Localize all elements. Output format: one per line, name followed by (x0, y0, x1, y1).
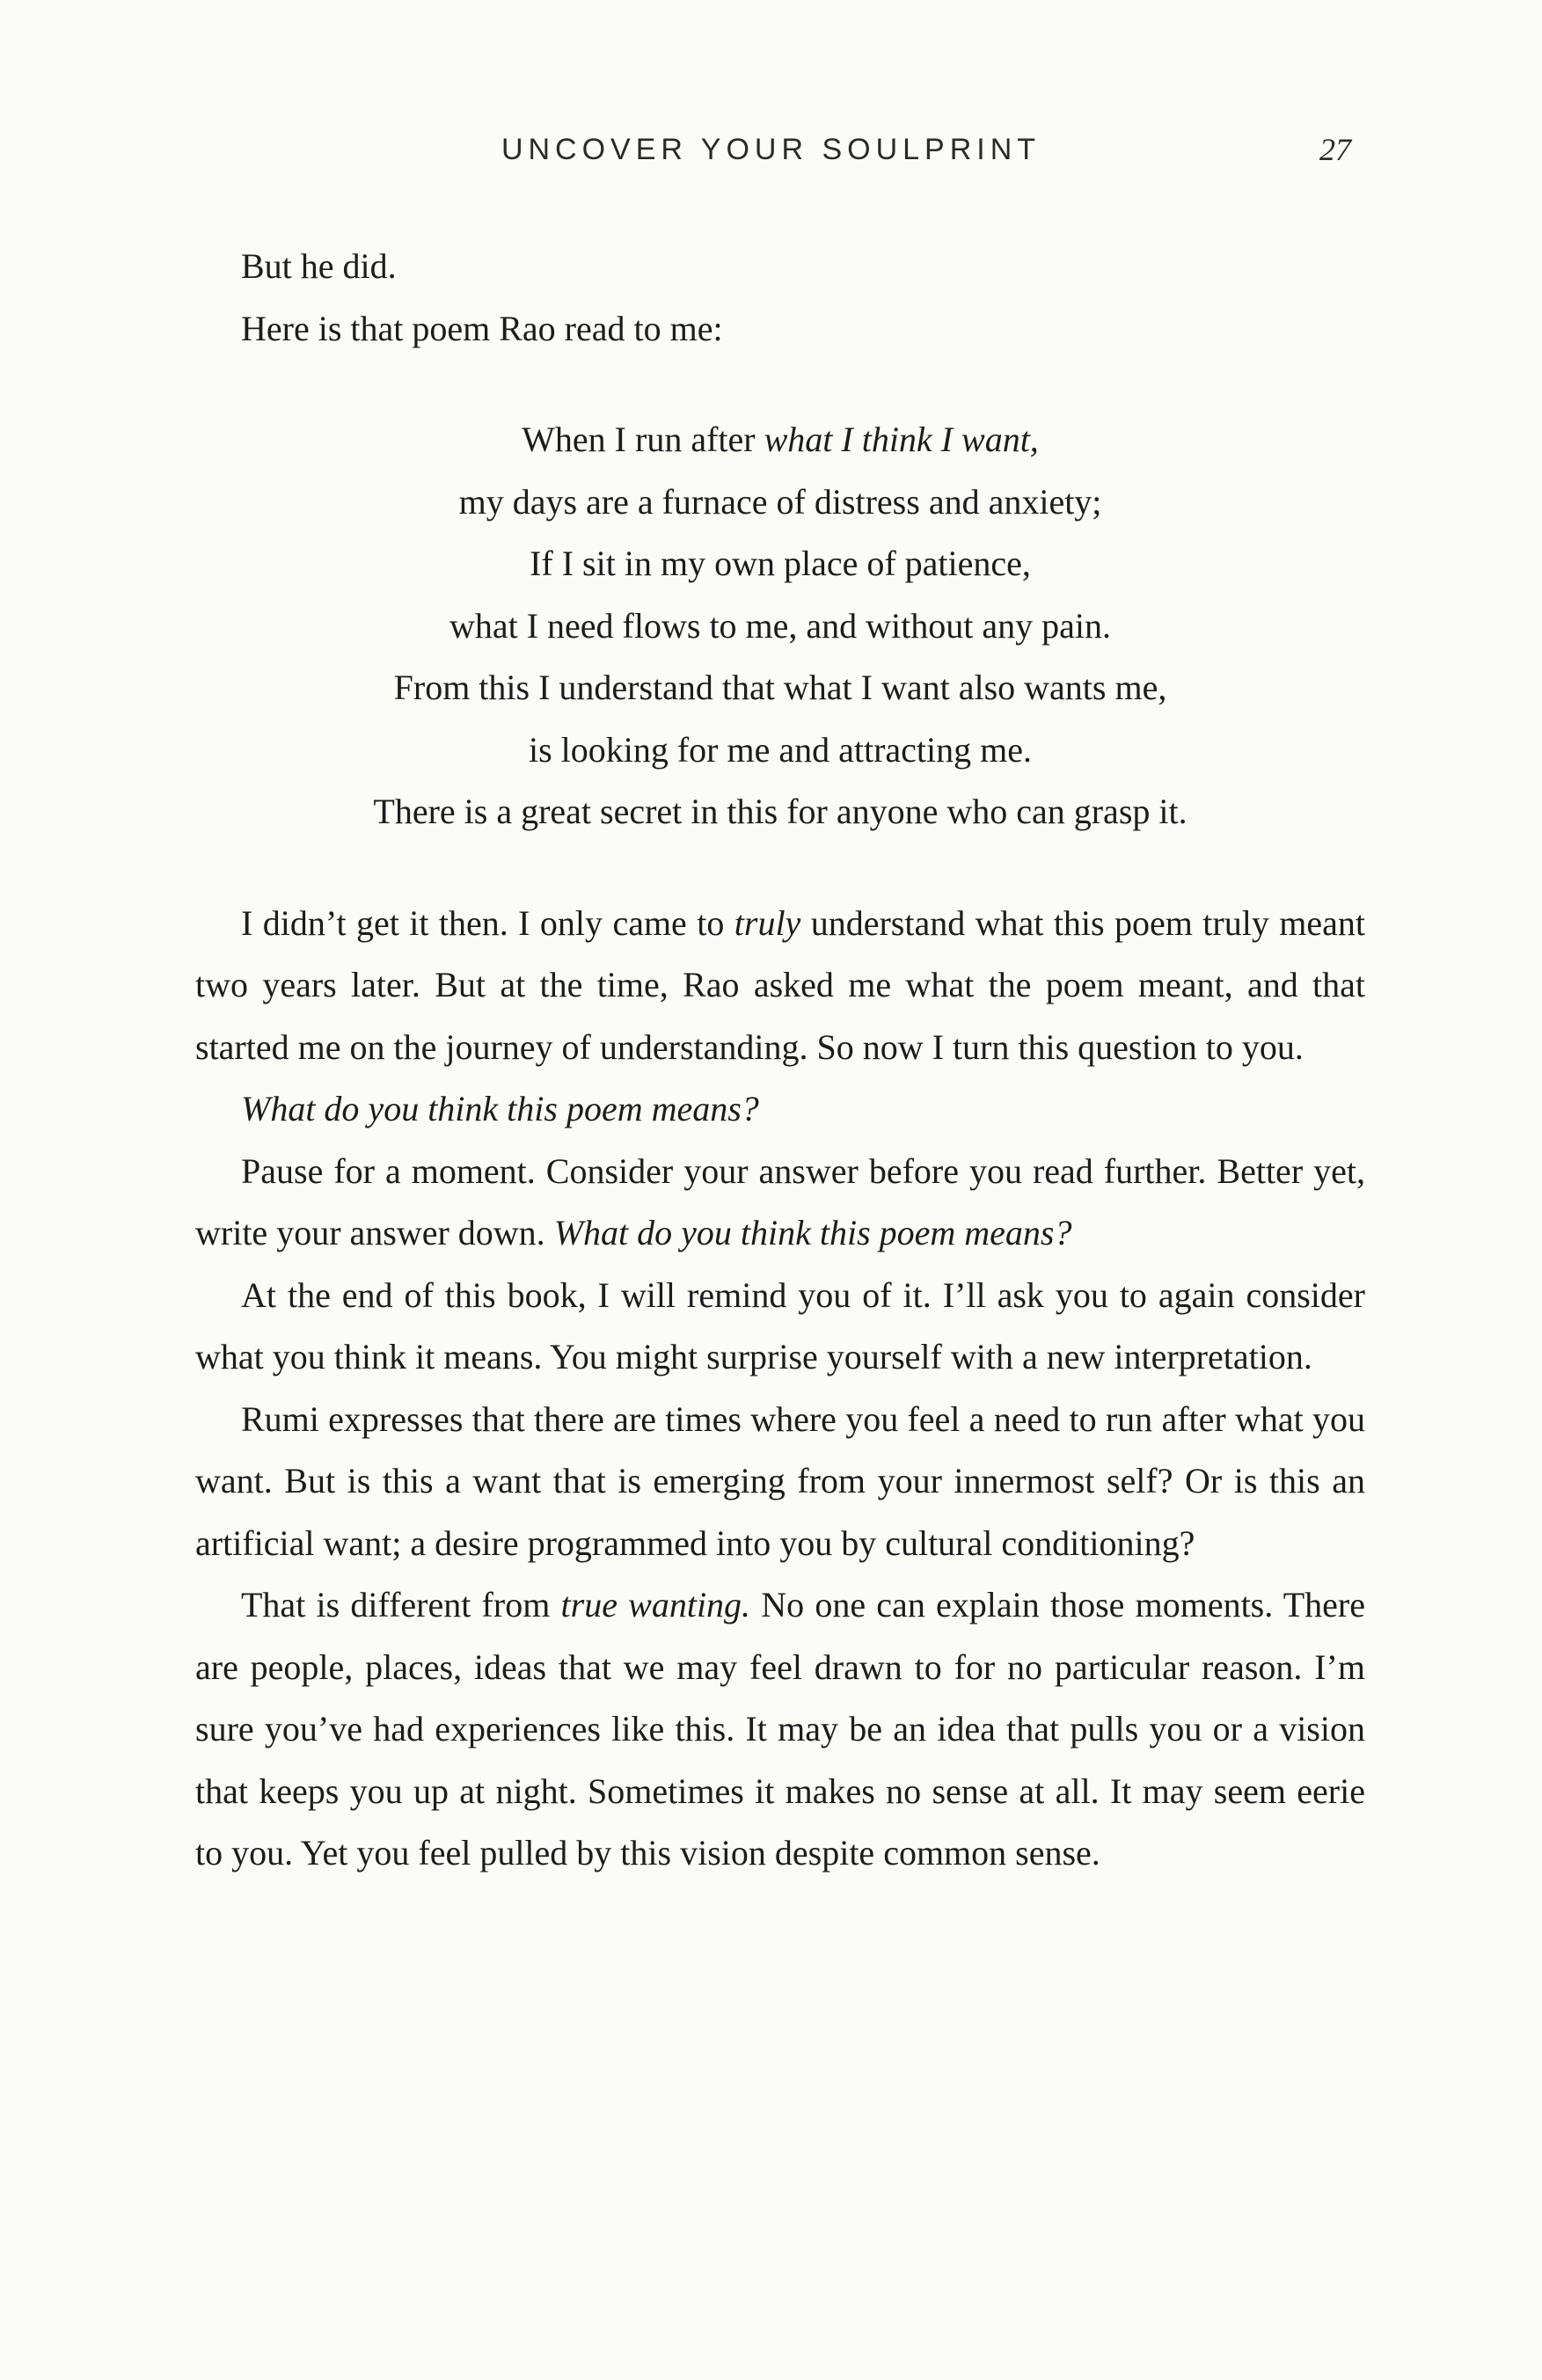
paragraph-3-emphasis: truly (734, 902, 801, 943)
paragraph-2: Here is that poem Rao read to me: (241, 308, 723, 348)
paragraph-5-question: What do you think this poem means? (553, 1213, 1072, 1252)
poem-line-6: is looking for me and attracting me. (528, 729, 1033, 770)
poem-line-3: If I sit in my own place of patience, (530, 544, 1031, 583)
paragraph-8 (195, 1574, 1365, 1885)
paragraph-4 (195, 1078, 1365, 1141)
paragraph-8-emphasis: true wanting. (560, 1585, 751, 1624)
paragraph-5-text: Pause for a moment. Consider your answer before you read further. Better yet, write your answer down. (195, 1150, 1365, 1252)
paragraph-3-text-a: I didn’t get it then. I only came to (241, 902, 734, 943)
paragraph-4-question: What do you think this poem means? (241, 1089, 759, 1128)
paragraph-6: At the end of this book, I will remind you of it. I’ll ask you to again consider what you think it means. You might surprise yourself with a new interpretation. (195, 1274, 1365, 1376)
paragraph-7: Rumi expresses that there are times where you feel a need to run after what you want. But is this a want that is emerging from your innermost self? Or is this an artificial want; a desire programmed into you by cultural conditioning? (195, 1398, 1365, 1563)
poem-line-4: what I need flows to me, and without any pain. (449, 605, 1112, 646)
paragraph-3-text-b: understand what this poem truly meant two years later. But at the time, Rao asked me what the poem meant, and that started me on the journey of understanding. So now I turn this question to you. (195, 902, 1366, 1067)
page-body (195, 236, 1365, 1885)
paragraph-3 (195, 893, 1365, 1079)
poem-block (195, 409, 1365, 843)
page-number: 27 (1319, 132, 1351, 167)
page-header (0, 123, 1542, 176)
paragraph-8-text-a: That is different from (241, 1585, 561, 1624)
poem-line-7: There is a great secret in this for anyone who can grasp it. (373, 792, 1188, 831)
poem-line-1 (195, 409, 1365, 471)
paragraph-8-text-b: No one can explain those moments. There are people, places, ideas that we may feel drawn to for no particular reason. I’m sure you’ve had experiences like this. It may be an idea that pulls you or a vision that keeps you up at night. Sometimes it makes no sense at all. It may seem eerie to you. Yet you feel pulled by this vision despite common sense. (195, 1585, 1365, 1873)
poem-line-5: From this I understand that what I want also wants me, (393, 668, 1167, 707)
paragraph-5 (195, 1141, 1365, 1265)
poem-line-2: my days are a furnace of distress and anxiety; (458, 481, 1102, 522)
poem-line-1-text: When I run after (522, 420, 764, 459)
running-title: UNCOVER YOUR SOULPRINT (501, 133, 1041, 166)
paragraph-1: But he did. (241, 246, 397, 286)
poem-line-1-emphasis: what I think I want, (764, 420, 1039, 459)
